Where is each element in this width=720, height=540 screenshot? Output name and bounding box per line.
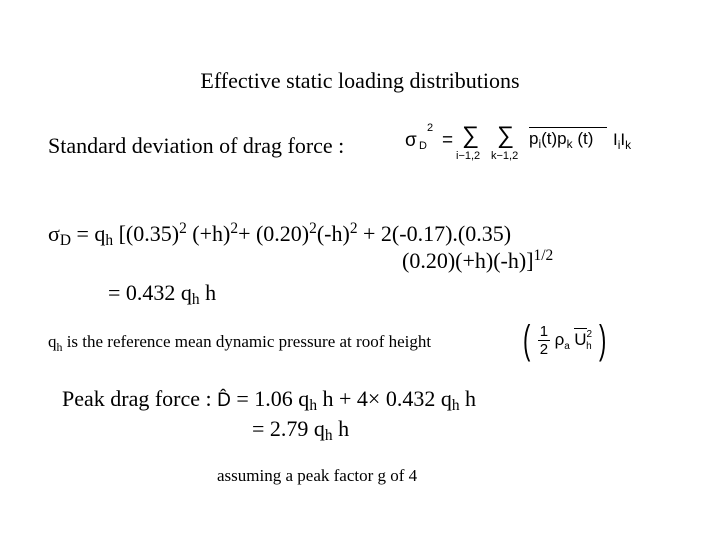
peak-drag-result: = 2.79 $q_h$ h — [252, 416, 350, 444]
right-paren: ) — [599, 318, 607, 362]
sigma-equation-line2: (0.20)(+h)(-h)]$^{1/2}$ — [402, 247, 554, 273]
rho-term: $\rho_a$ — [554, 329, 570, 352]
page-title: Effective static loading distributions — [200, 68, 520, 93]
left-paren: ( — [522, 318, 531, 362]
half-fraction: $\frac{1}{2}$ — [539, 323, 549, 358]
sigma-equation-line1: $\sigma_D = q_h$ [$(0.35)^2$ $(+h)^2+ (0.20)^2(-h)^2 + 2(-0.17).(0.35)$ — [48, 220, 512, 249]
std-dev-label: Standard deviation of drag force : — [48, 133, 345, 158]
std-dev-formula — [405, 118, 645, 168]
sum-symbol-k: ∑ — [497, 122, 515, 149]
influence-terms: $I_iI_k$ — [613, 130, 632, 152]
sigma-symbol: σ — [405, 130, 417, 151]
sum-symbol-i: ∑ — [462, 122, 480, 149]
qh-definition: $q_h$ is the reference mean dynamic pressure at roof height — [48, 332, 432, 354]
sum-index-k: k−1,2 — [491, 150, 519, 162]
sigma-subscript: D — [419, 140, 427, 152]
peak-drag-line1: Peak drag force : D̂ = 1.06 $q_h$ h + 4× 0.432 $q_h$ h — [62, 386, 477, 414]
footnote: assuming a peak factor g of 4 — [217, 466, 418, 485]
peak-drag-label: Peak drag force : — [62, 386, 212, 411]
qh-formula — [520, 318, 609, 368]
velocity-term: $U^2_h$ — [574, 329, 593, 352]
covariance-term: $p_i(t)p_k$ (t) — [529, 127, 607, 151]
sum-index-i: i−1,2 — [456, 150, 481, 162]
equals-sign: = — [442, 130, 454, 151]
sigma-superscript: 2 — [427, 122, 434, 134]
sigma-equation-result: = 0.432 $q_h$ h — [108, 280, 217, 308]
d-hat-symbol: D̂ — [217, 390, 231, 411]
